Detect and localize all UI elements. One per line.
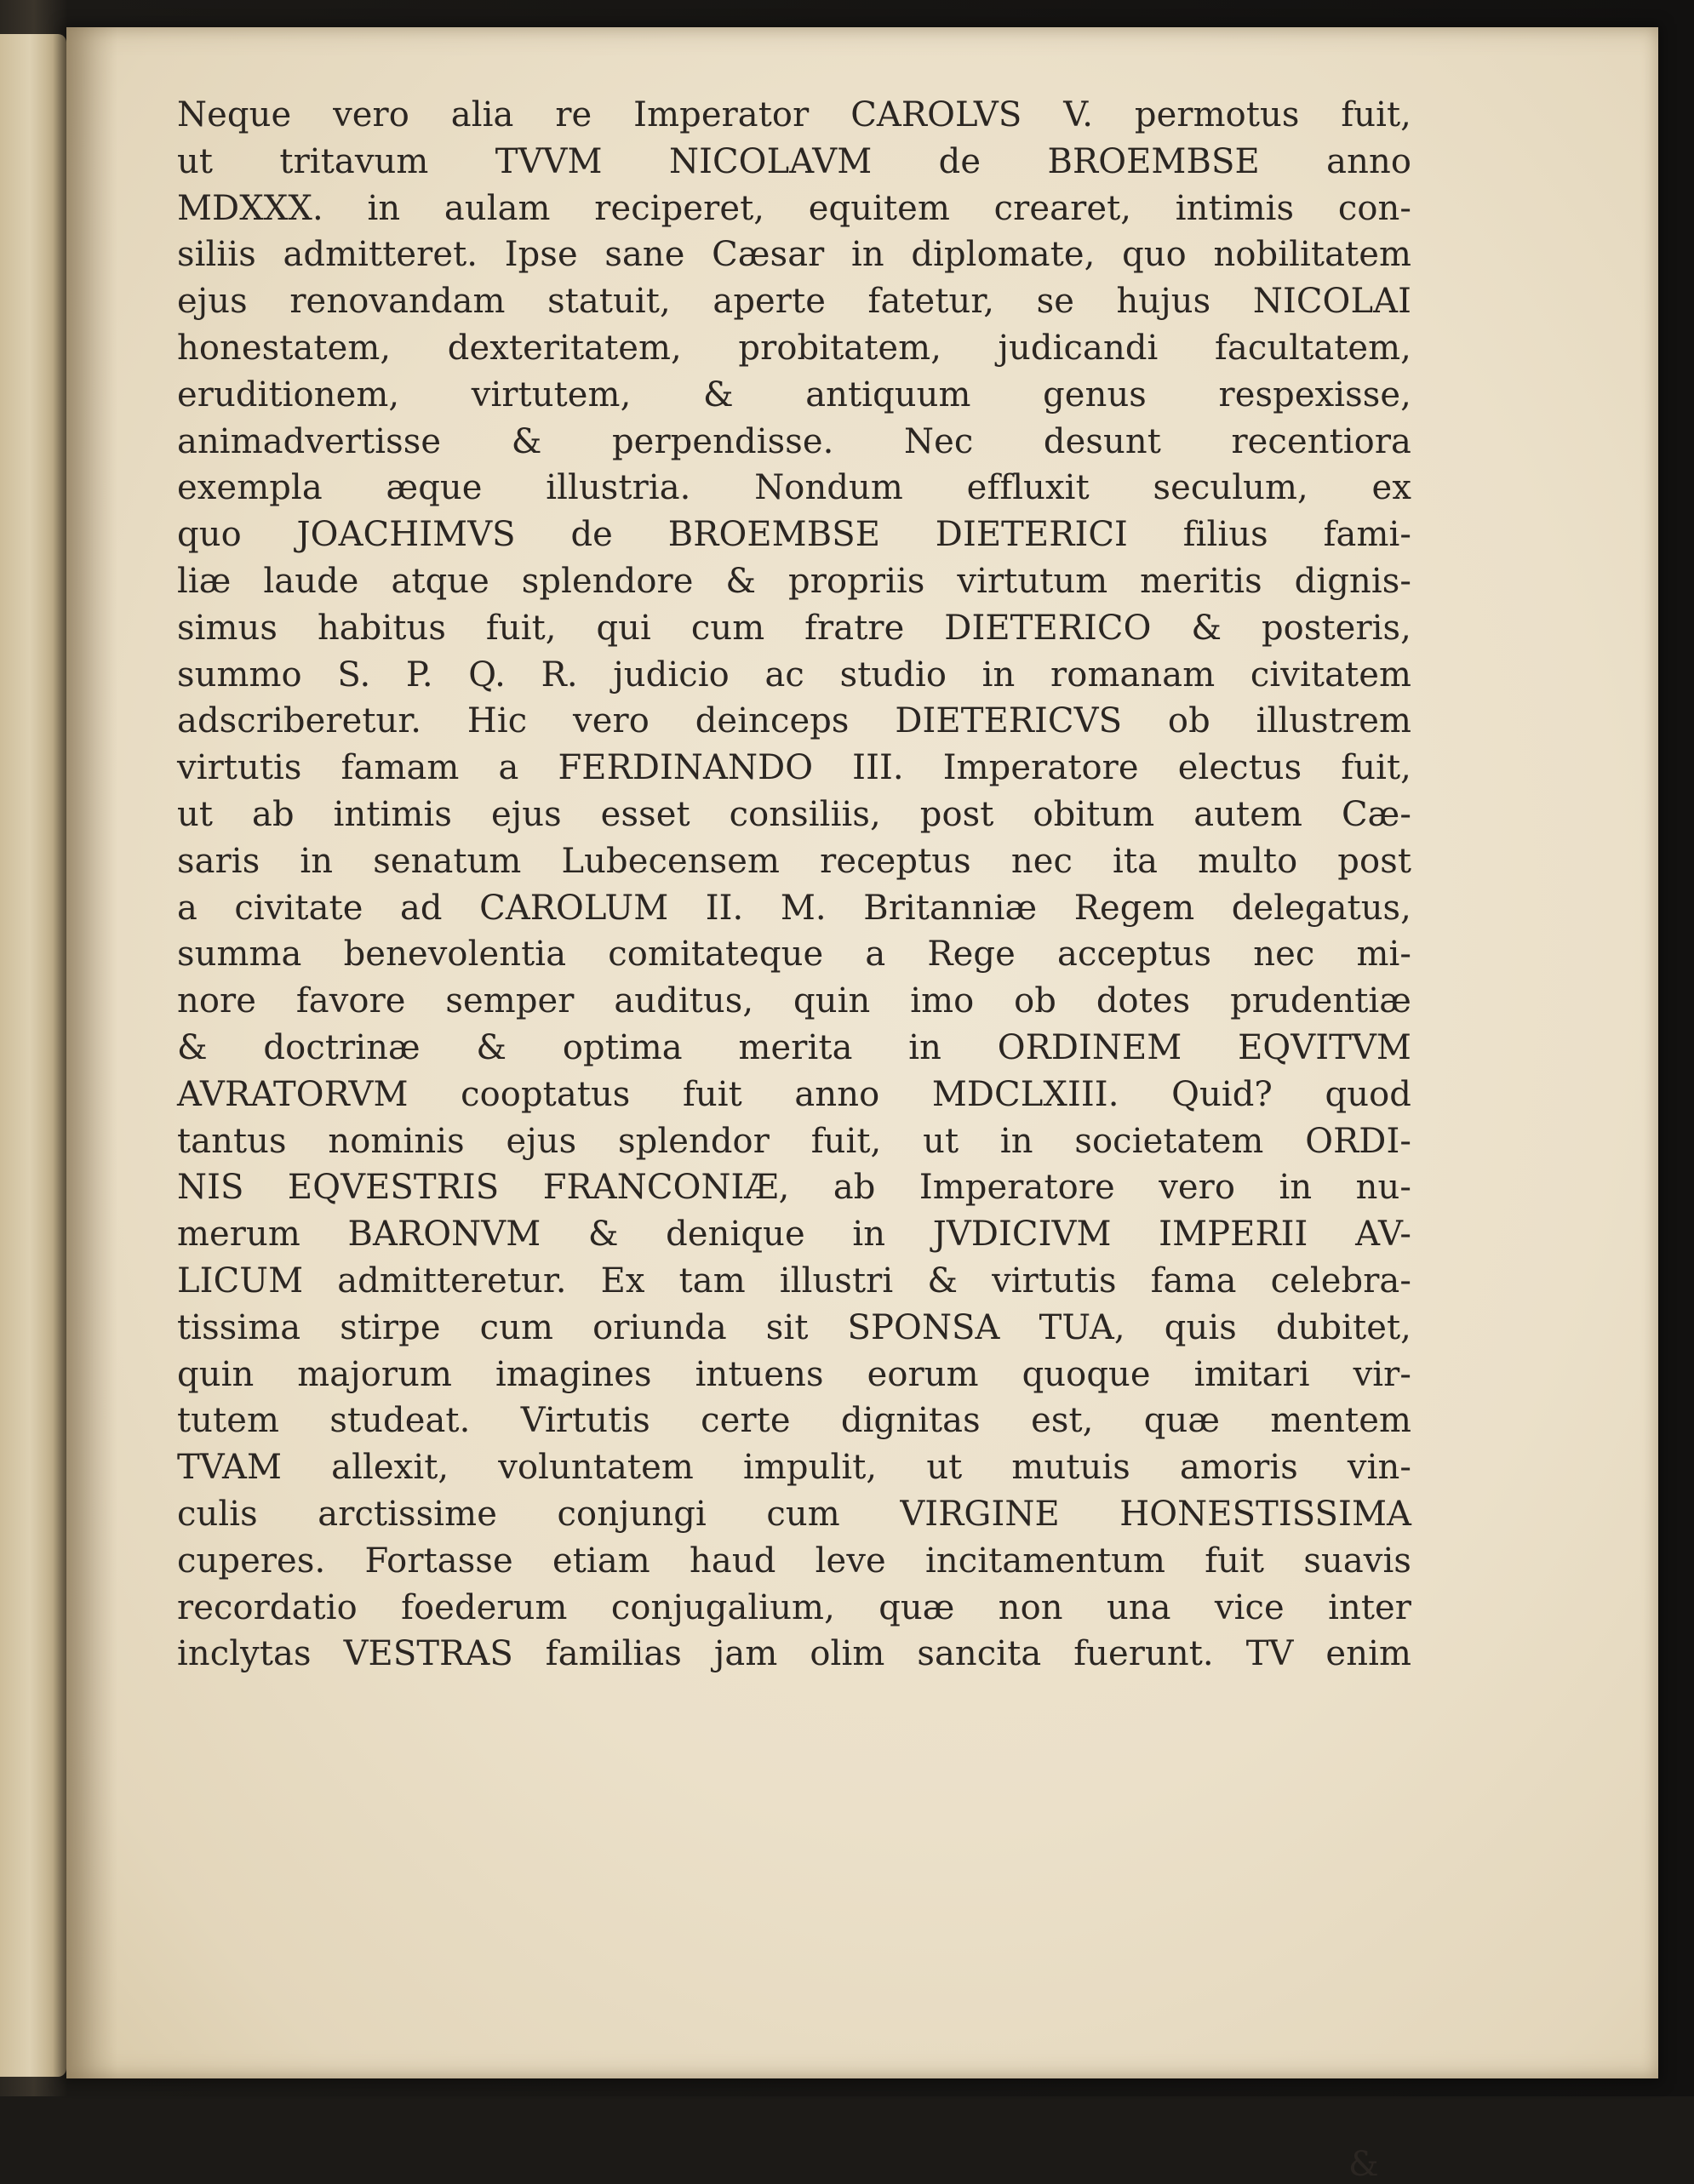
text-line: NIS EQVESTRIS FRANCONIÆ, ab Imperatore vero in nu- — [177, 1168, 1411, 1208]
text-line: AVRATORVM cooptatus fuit anno MDCLXIII. Quid? quod — [177, 1074, 1411, 1114]
text-line: virtutis famam a FERDINANDO III. Imperatore electus fuit, — [177, 748, 1411, 788]
catchword: & — [1348, 2145, 1379, 2184]
left-page-edge — [0, 34, 66, 2077]
text-line: tutem studeat. Virtutis certe dignitas est, quæ mentem — [177, 1401, 1411, 1441]
text-line: recordatio foederum conjugalium, quæ non una vice inter — [177, 1587, 1411, 1627]
text-line: summa benevolentia comitateque a Rege acceptus nec mi- — [177, 935, 1411, 975]
page-gutter — [66, 27, 117, 2078]
text-line: siliis admitteret. Ipse sane Cæsar in diplomate, quo nobilitatem — [177, 235, 1411, 275]
text-line: Neque vero alia re Imperator CAROLVS V. permotus fuit, — [177, 95, 1411, 134]
text-line: tissima stirpe cum oriunda sit SPONSA TUA, quis dubitet, — [177, 1307, 1411, 1347]
text-line: saris in senatum Lubecensem receptus nec ita multo post — [177, 841, 1411, 881]
book-page — [66, 27, 1658, 2184]
text-line: quo JOACHIMVS de BROEMBSE DIETERICI filius fami- — [177, 515, 1411, 555]
text-line: exempla æque illustria. Nondum effluxit seculum, ex — [177, 468, 1411, 508]
text-line: & doctrinæ & optima merita in ORDINEM EQVITVM — [177, 1027, 1411, 1067]
text-line: simus habitus fuit, qui cum fratre DIETERICO & posteris, — [177, 608, 1411, 648]
text-line: ejus renovandam statuit, aperte fatetur, se hujus NICOLAI — [177, 282, 1411, 322]
text-line: quin majorum imagines intuens eorum quoque imitari vir- — [177, 1354, 1411, 1394]
text-line: nore favore semper auditus, quin imo ob dotes prudentiæ — [177, 981, 1411, 1021]
body-text — [177, 92, 1411, 1678]
text-line: a civitate ad CAROLUM II. M. Britanniæ Regem delegatus, — [177, 888, 1411, 928]
text-line: summo S. P. Q. R. judicio ac studio in romanam civitatem — [177, 655, 1411, 695]
text-line: eruditionem, virtutem, & antiquum genus respexisse, — [177, 374, 1411, 415]
text-line: ut tritavum TVVM NICOLAVM de BROEMBSE anno — [177, 141, 1411, 181]
text-line: animadvertisse & perpendisse. Nec desunt recentiora — [177, 421, 1411, 461]
text-line: MDXXX. in aulam reciperet, equitem crearet, intimis con- — [177, 188, 1411, 228]
text-line: LICUM admitteretur. Ex tam illustri & virtutis fama celebra- — [177, 1261, 1411, 1301]
text-line: inclytas VESTRAS familias jam olim sancita fuerunt. TV enim — [177, 1634, 1411, 1674]
text-line: ut ab intimis ejus esset consiliis, post obitum autem Cæ- — [177, 794, 1411, 834]
text-line: TVAM allexit, voluntatem impulit, ut mutuis amoris vin- — [177, 1448, 1411, 1488]
text-line: culis arctissime conjungi cum VIRGINE HONESTISSIMA — [177, 1494, 1411, 1534]
text-line: tantus nominis ejus splendor fuit, ut in societatem ORDI- — [177, 1121, 1411, 1161]
text-line: cuperes. Fortasse etiam haud leve incitamentum fuit suavis — [177, 1541, 1411, 1581]
text-line: liæ laude atque splendore & propriis virtutum meritis dignis- — [177, 561, 1411, 601]
text-line: honestatem, dexteritatem, probitatem, judicandi facultatem, — [177, 328, 1411, 368]
text-line: adscriberetur. Hic vero deinceps DIETERICVS ob illustrem — [177, 701, 1411, 741]
text-line: merum BARONVM & denique in JVDICIVM IMPERII AV- — [177, 1215, 1411, 1255]
